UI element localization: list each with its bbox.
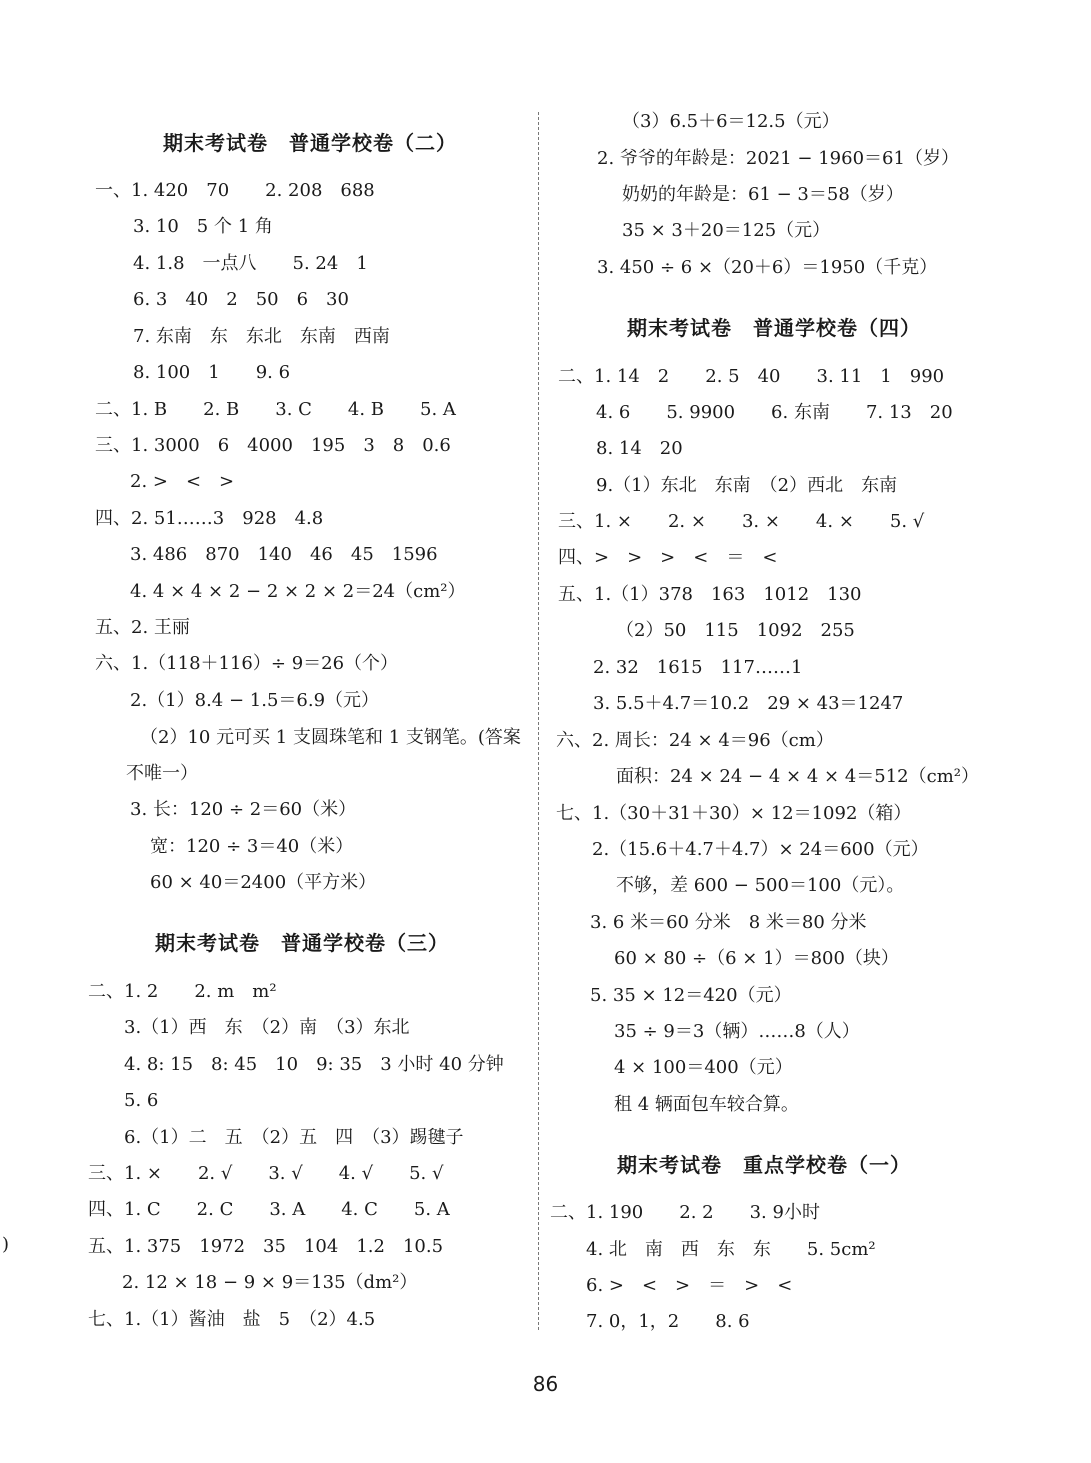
- answer-line: 面积：24 × 24 − 4 × 4 × 4＝512（cm²）: [616, 766, 979, 787]
- answer-line: 7. 东南 东 东北 东南 西南: [133, 326, 390, 347]
- answer-line: 四、2. 51……3 928 4.8: [95, 508, 324, 529]
- answer-line: 8. 100 1 9. 6: [133, 362, 291, 383]
- answer-line: 6. > < > ＝ > <: [586, 1275, 793, 1296]
- answer-line: 六、2. 周长：24 × 4＝96（cm）: [556, 730, 834, 751]
- answer-line: 四、> > > < ＝ <: [558, 547, 778, 568]
- section-heading: 期末考试卷 普通学校卷（四）: [627, 316, 921, 340]
- answer-line: 租 4 辆面包车较合算。: [614, 1094, 799, 1115]
- answer-line: 4 × 100＝400（元）: [614, 1057, 793, 1078]
- answer-line: 七、1.（1）酱油 盐 5 （2）4.5: [88, 1309, 376, 1330]
- answer-line: 六、1.（118＋116）÷ 9＝26（个）: [95, 653, 399, 674]
- answer-line: 4. 8: 15 8: 45 10 9: 35 3 小时 40 分钟: [124, 1054, 504, 1075]
- answer-line: 60 × 80 ÷（6 × 1）＝800（块）: [614, 948, 899, 969]
- answer-line: 七、1.（30＋31＋30）× 12＝1092（箱）: [556, 803, 912, 824]
- answer-line: （2）50 115 1092 255: [616, 620, 855, 641]
- answer-line: （3）6.5＋6＝12.5（元）: [622, 111, 840, 132]
- answer-line: 35 ÷ 9＝3（辆）……8（人）: [614, 1021, 860, 1042]
- answer-line: 四、1. C 2. C 3. A 4. C 5. A: [88, 1199, 450, 1220]
- answer-line: 五、2. 王丽: [95, 617, 190, 638]
- answer-line: 2. > < >: [130, 471, 235, 492]
- page-number: 86: [532, 1372, 559, 1396]
- section-heading: 期末考试卷 普通学校卷（二）: [163, 131, 457, 155]
- answer-line: 三、1. 3000 6 4000 195 3 8 0.6: [95, 435, 451, 456]
- answer-line: 2.（15.6＋4.7＋4.7）× 24＝600（元）: [592, 839, 929, 860]
- answer-line: 不唯一）: [126, 763, 198, 784]
- answer-line: 3. 450 ÷ 6 ×（20＋6）＝1950（千克）: [597, 257, 938, 278]
- answer-line: 宽：120 ÷ 3＝40（米）: [150, 836, 354, 857]
- answer-line: 五、1. 375 1972 35 104 1.2 10.5: [88, 1236, 444, 1257]
- answer-line: 2. 12 × 18 − 9 × 9＝135（dm²）: [122, 1272, 418, 1293]
- answer-line: 2. 爷爷的年龄是：2021 − 1960＝61（岁）: [597, 148, 959, 169]
- answer-line: 3. 长：120 ÷ 2＝60（米）: [130, 799, 357, 820]
- answer-line: 不够，差 600 − 500＝100（元）。: [616, 875, 905, 896]
- section-heading: 期末考试卷 普通学校卷（三）: [155, 931, 449, 955]
- answer-line: 二、1. 190 2. 2 3. 9小时: [550, 1202, 820, 1223]
- answer-line: 2. 32 1615 117……1: [593, 657, 803, 678]
- answer-line: 三、1. × 2. √ 3. √ 4. √ 5. √: [88, 1163, 444, 1184]
- answer-line: 3. 486 870 140 46 45 1596: [130, 544, 438, 565]
- answer-line: 3. 5.5＋4.7＝10.2 29 × 43＝1247: [593, 693, 904, 714]
- answer-line: 3.（1）西 东 （2）南 （3）东北: [124, 1017, 410, 1038]
- answer-line: 35 × 3＋20＝125（元）: [622, 220, 831, 241]
- answer-line: 7. 0，1，2 8. 6: [586, 1311, 750, 1332]
- answer-line: 奶奶的年龄是：61 − 3＝58（岁）: [622, 184, 904, 205]
- answer-line: （2）10 元可买 1 支圆珠笔和 1 支钢笔。(答案: [140, 727, 521, 748]
- answer-line: 二、1. B 2. B 3. C 4. B 5. A: [95, 399, 456, 420]
- answer-line: 5. 6: [124, 1090, 159, 1111]
- answer-line: 4. 北 南 西 东 东 5. 5cm²: [586, 1239, 876, 1260]
- answer-line: 8. 14 20: [596, 438, 683, 459]
- answer-line: 6.（1）二 五 （2）五 四 （3）踢毽子: [124, 1127, 464, 1148]
- answer-line: 60 × 40＝2400（平方米）: [150, 872, 377, 893]
- answer-line: 4. 4 × 4 × 2 − 2 × 2 × 2＝24（cm²）: [130, 581, 466, 602]
- answer-line: 2.（1）8.4 − 1.5＝6.9（元）: [130, 690, 380, 711]
- answer-line: 4. 6 5. 9900 6. 东南 7. 13 20: [596, 402, 953, 423]
- column-divider: [538, 112, 539, 1330]
- answer-line: 5. 35 × 12＝420（元）: [590, 985, 792, 1006]
- answer-line: 三、1. × 2. × 3. × 4. × 5. √: [558, 511, 925, 532]
- answer-line: 6. 3 40 2 50 6 30: [133, 289, 349, 310]
- section-heading: 期末考试卷 重点学校卷（一）: [617, 1153, 911, 1177]
- answer-line: 一、1. 420 70 2. 208 688: [95, 180, 375, 201]
- answer-line: 3. 6 米＝60 分米 8 米＝80 分米: [590, 912, 867, 933]
- answer-line: 9.（1）东北 东南 （2）西北 东南: [596, 475, 898, 496]
- answer-line: 3. 10 5 个 1 角: [133, 216, 273, 237]
- answer-line: 二、1. 14 2 2. 5 40 3. 11 1 990: [558, 366, 945, 387]
- answer-line: 4. 1.8 一点八 5. 24 1: [133, 253, 368, 274]
- answer-line: 二、1. 2 2. m m²: [88, 981, 277, 1002]
- edge-mark: ): [2, 1234, 10, 1255]
- answer-line: 五、1.（1）378 163 1012 130: [558, 584, 862, 605]
